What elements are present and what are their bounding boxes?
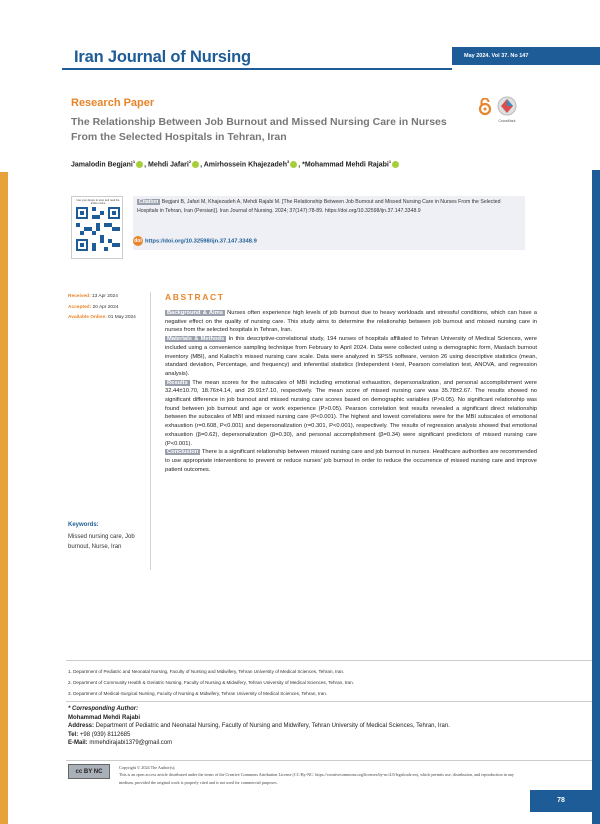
license-divider xyxy=(66,760,592,761)
corresponding-divider xyxy=(66,701,592,702)
abstract-methods xyxy=(165,335,537,379)
author-list xyxy=(71,159,541,168)
author-affiliation-number: 1 xyxy=(132,159,136,164)
address-label: Address: xyxy=(68,723,95,730)
methods-label: Materials & Methods xyxy=(167,336,225,343)
author-affiliation-number: 1 xyxy=(388,159,392,164)
doi-icon: doi xyxy=(134,238,142,244)
author-separator: , xyxy=(144,161,148,169)
author-affiliation-number: 3 xyxy=(286,159,290,164)
citation-text: Begjani B, Jafari M, Khajezadeh A, Mehdi Rajabi M. [The Relationship Between Job Burnout and Missed Nursing Care in Nurses From the Selected Hospitals in Tehran, Iran (Persian)]. Iran Journal of Nursing. 2024; 37(147):78-89. https://doi.org/10.32598/ijn.37.147.3348.9 xyxy=(137,199,501,214)
accepted-date: 20 Apr 2024 xyxy=(92,304,119,310)
accepted-label: Accepted: xyxy=(68,304,92,310)
open-access-icon[interactable] xyxy=(478,98,492,116)
conclusion-label: Conclusion xyxy=(167,449,199,456)
page-number: 78 xyxy=(530,790,592,812)
abstract-results xyxy=(165,379,537,449)
author-name: Jamalodin Begjani xyxy=(71,161,133,169)
license-text-block xyxy=(119,764,529,786)
qr-code-icon xyxy=(76,207,120,251)
corresponding-author xyxy=(68,705,568,748)
paper-type: Research Paper xyxy=(71,97,155,109)
email-link[interactable]: mmehdirajabi1379@gmail.com xyxy=(87,740,173,747)
conclusion-text: There is a significant relationship between missed nursing care and job burnout in nurses. Healthcare authorities are recommended to use appropriate interventions to prevent or reduce nurses' job burnout in order to reduce the occurrence of missed nursing care and improve patient outcomes. xyxy=(165,449,537,473)
doi-link[interactable]: https://doi.org/10.32598/ijn.37.147.3348.9 xyxy=(145,238,257,245)
abstract-background xyxy=(165,309,537,335)
received-label: Received: xyxy=(68,294,91,299)
qr-code-box[interactable] xyxy=(71,196,123,259)
background-text: Nurses often experience high levels of job burnout due to heavy workloads and stressful conditions, which can have a negative effect on the quality of nursing care. This study aims to determine the relationship between job burnout and missed nursing care in nurses from the selected hospitals in Tehran, Iran. xyxy=(165,310,537,334)
keywords-heading: Keywords: xyxy=(68,522,99,528)
email-label: E-Mail: xyxy=(68,740,88,747)
author-name: Amirhossein Khajezadeh xyxy=(203,161,287,169)
orcid-icon[interactable] xyxy=(392,161,399,168)
copyright-line: Copyright © 2024 The Author(s); xyxy=(119,765,176,770)
keywords-text: Missed nursing care, Job burnout, Nurse, Iran xyxy=(68,534,135,550)
author-name: Mehdi Jafari xyxy=(147,161,189,169)
abstract-divider xyxy=(150,292,151,570)
affiliations-divider xyxy=(66,660,592,661)
author-separator: , xyxy=(298,161,303,169)
orcid-icon[interactable] xyxy=(136,161,143,168)
abstract-conclusion xyxy=(165,448,537,474)
crossmark-icon[interactable] xyxy=(497,96,517,124)
orcid-icon[interactable] xyxy=(192,161,199,168)
tel-label: Tel: xyxy=(68,731,79,738)
article-title: The Relationship Between Job Burnout and Missed Nursing Care in Nurses From the Selected Hospitals in Tehran, Iran xyxy=(71,116,447,143)
methods-text: In this descriptive-correlational study, 194 nurses of hospitals affiliated to Tehran University of Medical Sciences, were included using a convenience sampling technique from February to April 2024. Data were collected using a demographic form, Maslach burnout inventory (MBI), and Kalisch's missed nursing care scale. Data were analyzed in SPSS software, version 26 using descriptive statistics (mean, standard deviation, Percentage, and frequency) and inferential statistics (Independent t-test, Pearson correlation test, ANOVA, and regression analysis). xyxy=(165,336,537,377)
abstract-heading: ABSTRACT xyxy=(165,292,225,302)
affiliations xyxy=(68,666,568,699)
cc-license-icon[interactable]: cc BY NC xyxy=(68,764,110,779)
left-accent-bar xyxy=(0,172,8,824)
orcid-icon[interactable] xyxy=(290,161,297,168)
svg-text:CrossMark: CrossMark xyxy=(498,119,516,123)
volume-info: May 2024. Vol 37. No 147 xyxy=(452,47,600,65)
results-text: The mean scores for the subscales of MBI including emotional exhaustion, depersonalization, and personal accomplishment were 32.44±10.70, 18.76±4.14, and 29.91±7.10, respectively. The mean score of missed nursing care was 35.78±2.67. The results showed no significant difference in job burnout and missed nursing care scores based on demographic variables (P>0.05). No significant relationship was found between job burnout and age or work experience (P>0.05). Pearson correlation test results revealed a significant direct relationship between the subscales of MBI and missed nursing care (P<0.001). The highest and lowest correlations were for the MBI subscales of emotional exhaustion (r=0.608, P<0.001) and depersonalization (r=0.301, P<0.001), respectively. The results of regression analysis showed that emotional exhaustion (β=0.62), depersonalization (β=0.30), and personal accomplishment (β=0.34) were significant predictors of missed nursing care (P<0.001). xyxy=(165,379,537,447)
author-affiliation-number: 2 xyxy=(188,159,192,164)
received-date: 13 Apr 2024 xyxy=(92,294,118,299)
corresponding-heading: * Corresponding Author: xyxy=(68,706,139,712)
affiliation-item: 3. Department of Medical-Surgical Nursing, Faculty of Nursing & Midwifery, Tehran University of Medical Sciences, Tehran, Iran. xyxy=(68,691,328,696)
corresponding-name: Mohammad Mehdi Rajabi xyxy=(68,714,141,721)
citation-label: Citation xyxy=(139,199,159,205)
author-name: *Mohammad Mehdi Rajabi xyxy=(302,161,389,169)
tel-text: +98 (939) 8112685 xyxy=(78,731,131,738)
qr-caption: Use your device to scan and read the article online xyxy=(76,199,120,205)
background-label: Background & Aims xyxy=(167,310,223,316)
header-rule xyxy=(62,68,452,70)
abstract-body xyxy=(165,309,537,474)
article-dates xyxy=(68,292,136,324)
affiliation-item: 1. Department of Pediatric and Neonatal Nursing, Faculty of Nursing and Midwifery, Tehran University of Medical Sciences, Tehran, Iran. xyxy=(68,669,345,674)
results-label: Results xyxy=(167,379,188,386)
doi-row xyxy=(133,236,257,246)
online-label: Available Online: xyxy=(68,315,107,320)
license-text: This is an open access article distributed under the terms of the Creative Commons Attribution License (CC-By-NC: https://creativecommons.org/licenses/by-nc/4.0/legalcode.en), which permits use, distribution, and reproduction in any medium, provided the original work is properly cited and is not used for commercial purposes. xyxy=(119,772,514,785)
address-text: Department of Pediatric and Neonatal Nursing, Faculty of Nursing and Midwifery, Tehran University of Medical Sciences, Tehran, Iran. xyxy=(94,723,450,730)
affiliation-item: 2. Department of Community Health & Geriatric Nursing, Faculty of Nursing & Midwifery, Tehran University of Medical Sciences, Tehran, Iran. xyxy=(68,680,354,685)
online-date: 01 May 2024 xyxy=(108,315,136,320)
right-accent-bar xyxy=(592,170,600,824)
journal-title: Iran Journal of Nursing xyxy=(74,48,251,66)
author-separator: , xyxy=(200,161,204,169)
